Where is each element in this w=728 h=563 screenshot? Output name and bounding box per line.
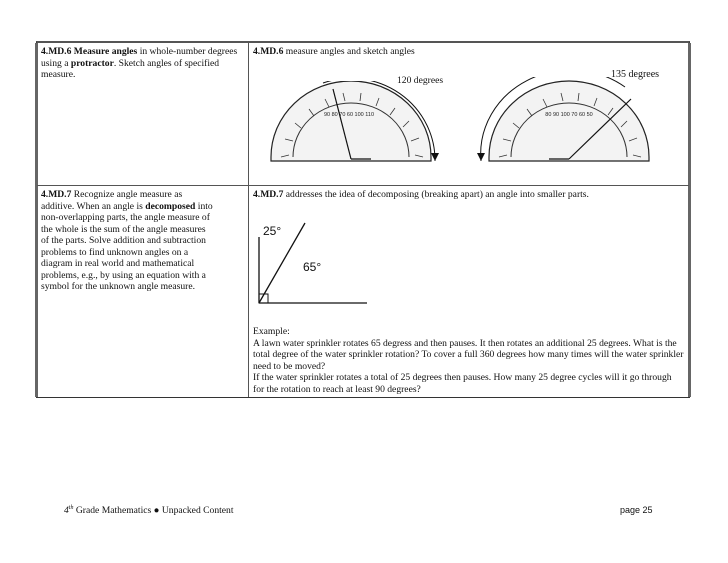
- table-left-border: [35, 43, 38, 397]
- standards-table: [36, 41, 690, 398]
- protractor-135-image: [475, 77, 661, 183]
- angle-label-25: 25°: [263, 224, 282, 238]
- standard-code: 4.MD.6: [41, 46, 72, 57]
- standard-4md6-description: 4.MD.6 Measure angles in whole-number degrees using a protractor. Sketch angles of specified measure.: [41, 46, 238, 80]
- standard-4md6-note: 4.MD.6 measure angles and sketch angles: [253, 46, 415, 57]
- label-120-degrees: 120 degrees: [397, 75, 444, 86]
- svg-text:90 80 70 60 100 110: 90 80 70 60 100 110: [323, 112, 375, 118]
- row-divider: [37, 185, 689, 186]
- example-block: [216, 326, 684, 395]
- standard-title: Measure angles: [73, 46, 138, 57]
- footer-title: 4th Grade Mathematics ● Unpacked Content: [64, 505, 234, 517]
- example-label: Example:: [253, 326, 290, 337]
- standard-4md7-description: 4.MD.7 Recognize angle measure as additive. When an angle is decomposed into non-overlapping parts, the angle measure of the whole is the sum of the angle measures of the parts. Solve addition and subtraction problems to find unknown angles on a diagram in real world and mathematical problems, e.g., by using an equation with a symbol for the unknown angle measure.: [41, 189, 213, 292]
- example-paragraph-2: If the water sprinkler rotates a total of 25 degrees then pauses. How many 25 degree cycles will it go through for the rotation to reach at least 90 degrees?: [253, 372, 672, 395]
- decomposed-angle-diagram: [251, 215, 371, 307]
- standard-4md7-note: 4.MD.7 addresses the idea of decomposing (breaking apart) an angle into smaller parts.: [253, 189, 589, 200]
- angle-label-65: 65°: [303, 260, 322, 274]
- example-paragraph-1: A lawn water sprinkler rotates 65 degress and then pauses. It then rotates an additional 25 degrees. What is the total degree of the water sprinkler rotation? To cover a full 360 degrees how many times will the water sprinkler need to be moved?: [253, 337, 684, 372]
- svg-text:80 90 100 70 60 50: 80 90 100 70 60 50: [545, 112, 593, 118]
- protractor-120-image: [263, 81, 443, 183]
- page-number: page 25: [620, 505, 653, 515]
- table-right-border: [688, 43, 691, 397]
- label-135-degrees: 135 degrees: [611, 69, 660, 80]
